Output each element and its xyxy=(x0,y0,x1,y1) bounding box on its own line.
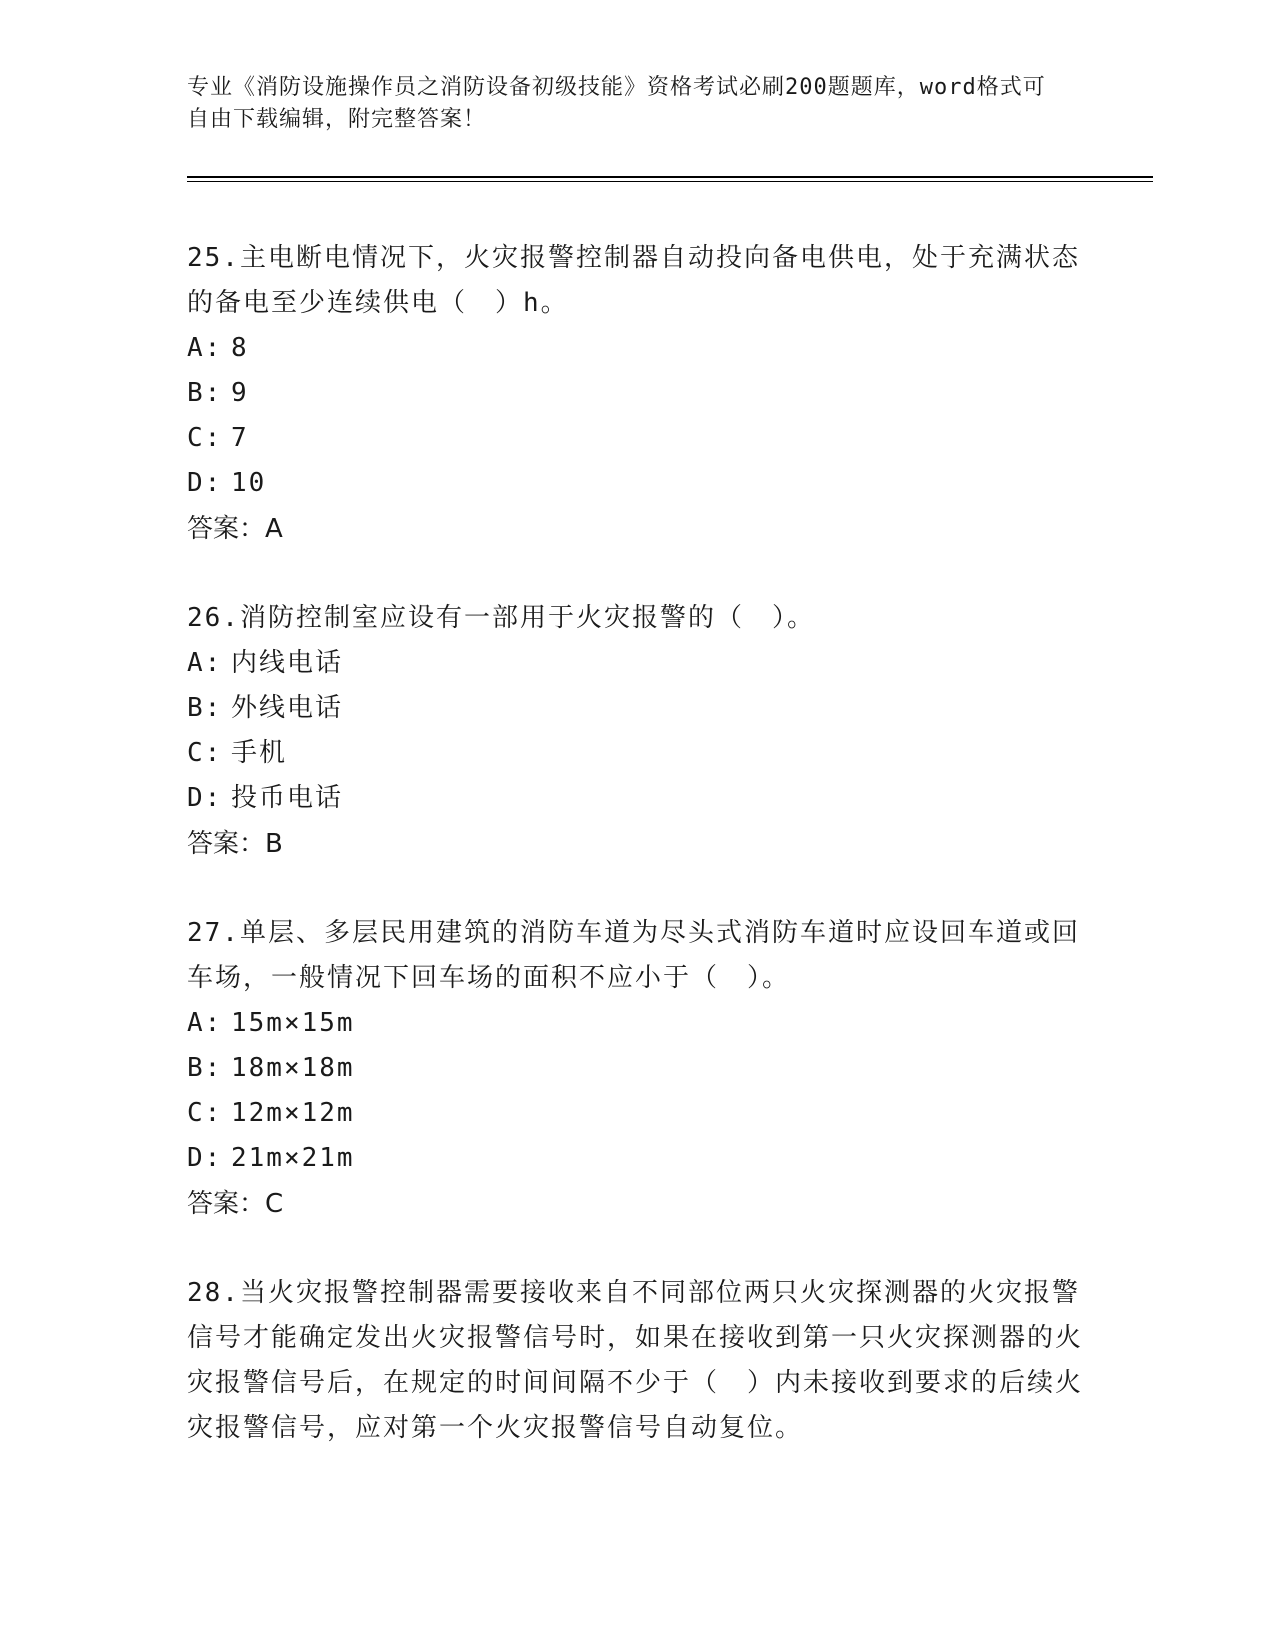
option-text: 8 xyxy=(231,333,249,363)
question-stem: 28.当火灾报警控制器需要接收来自不同部位两只火灾探测器的火灾报警信号才能确定发出火灾报警信号时，如果在接收到第一只火灾探测器的火灾报警信号后，在规定的时间间隔不少于（ ）内未接收到要求的后续火灾报警信号，应对第一个火灾报警信号自动复位。 xyxy=(187,1278,1084,1443)
option-key: A: xyxy=(187,333,223,363)
option-key: C: xyxy=(187,423,223,453)
option-a xyxy=(187,326,1087,371)
header-divider-thick xyxy=(187,176,1153,178)
option-c xyxy=(187,416,1087,461)
option-key: B: xyxy=(187,693,223,723)
option-key: A: xyxy=(187,648,223,678)
option-d xyxy=(187,461,1087,506)
option-key: B: xyxy=(187,378,223,408)
answer-line: 答案：B xyxy=(187,829,283,859)
option-a xyxy=(187,641,1087,686)
option-text: 18m×18m xyxy=(231,1053,355,1083)
option-b xyxy=(187,686,1087,731)
option-text: 12m×12m xyxy=(231,1098,355,1128)
option-a xyxy=(187,1001,1087,1046)
option-key: C: xyxy=(187,1098,223,1128)
option-c xyxy=(187,1091,1087,1136)
option-text: 21m×21m xyxy=(231,1143,355,1173)
option-d xyxy=(187,1136,1087,1181)
question-list xyxy=(187,236,1087,1495)
option-c xyxy=(187,731,1087,776)
question-27 xyxy=(187,911,1087,1227)
option-text: 7 xyxy=(231,423,249,453)
option-text: 15m×15m xyxy=(231,1008,355,1038)
document-header: 专业《消防设施操作员之消防设备初级技能》资格考试必刷200题题库，word格式可自由下载编辑，附完整答案！ xyxy=(187,75,1046,132)
option-text: 10 xyxy=(231,468,267,498)
option-key: C: xyxy=(187,738,223,768)
question-28 xyxy=(187,1271,1087,1451)
option-key: D: xyxy=(187,468,223,498)
option-key: D: xyxy=(187,783,223,813)
option-b xyxy=(187,1046,1087,1091)
answer-line: 答案：A xyxy=(187,514,283,544)
option-text: 内线电话 xyxy=(231,648,344,678)
option-b xyxy=(187,371,1087,416)
question-stem: 27.单层、多层民用建筑的消防车道为尽头式消防车道时应设回车道或回车场，一般情况下回车场的面积不应小于（ ）。 xyxy=(187,918,1080,993)
option-text: 外线电话 xyxy=(231,693,344,723)
option-text: 手机 xyxy=(231,738,288,768)
question-26 xyxy=(187,596,1087,867)
question-25 xyxy=(187,236,1087,552)
option-key: D: xyxy=(187,1143,223,1173)
option-key: B: xyxy=(187,1053,223,1083)
option-key: A: xyxy=(187,1008,223,1038)
option-text: 投币电话 xyxy=(231,783,344,813)
option-d xyxy=(187,776,1087,821)
question-stem: 26.消防控制室应设有一部用于火灾报警的（ ）。 xyxy=(187,603,815,633)
header-divider-thin xyxy=(187,181,1153,182)
question-stem: 25.主电断电情况下，火灾报警控制器自动投向备电供电，处于充满状态的备电至少连续供电（ ）h。 xyxy=(187,243,1080,318)
option-text: 9 xyxy=(231,378,249,408)
answer-line: 答案：C xyxy=(187,1189,284,1219)
